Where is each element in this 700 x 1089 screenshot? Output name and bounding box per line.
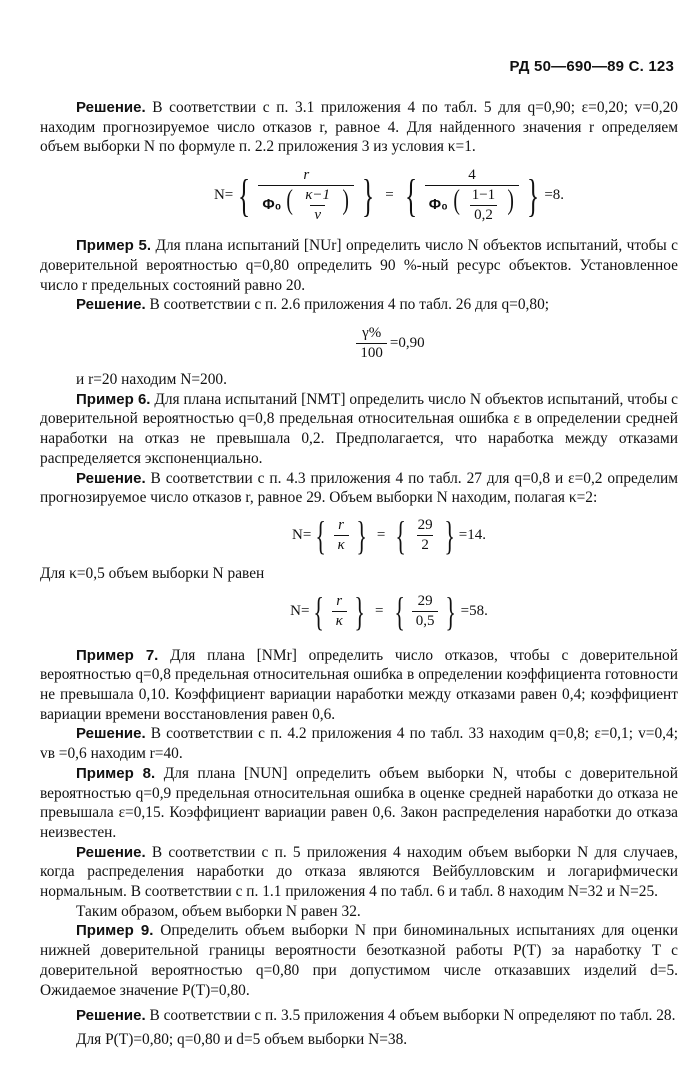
formula-result: =14. — [458, 527, 486, 544]
fraction-29-over-05 — [412, 593, 439, 630]
solution-heading: Решение. — [76, 296, 146, 314]
denominator: 2 — [417, 535, 433, 554]
right-brace: } — [443, 512, 455, 558]
numerator: r — [338, 517, 345, 534]
formula-lhs: N= — [292, 527, 312, 544]
document-body — [40, 98, 678, 1050]
right-brace: } — [354, 588, 365, 634]
numerator: r — [303, 167, 310, 184]
right-brace: } — [445, 588, 457, 634]
solution-heading: Решение. — [76, 1007, 146, 1025]
example-paragraph — [40, 646, 678, 725]
formula-sample-size-1 — [100, 167, 678, 224]
example-text: Для плана испытаний [NMT] определить число N объектов испытаний, чтобы с доверительной вероятностью q=0,8 предельная относительная ошибка ε в определении средней наработки на отказ не превышала 0,2. Предполагается, что наработка между отказами распределяется экспоненциально. — [40, 390, 679, 467]
left-brace: { — [395, 512, 407, 558]
numerator: γ% — [362, 324, 382, 341]
example-paragraph — [40, 390, 678, 469]
formula-gamma-ratio — [100, 325, 678, 362]
phi-symbol: Φ₀ — [262, 196, 282, 214]
denominator: Φ₀ ( $\frac{1-1}{0,2}$ ) — [425, 185, 519, 224]
solution-text: В соответствии с п. 4.3 приложения 4 по табл. 27 для q=0,8 и ε=0,2 определим прогнозируемое число отказов r, равное 29. Объем выборки N находим, полагая κ=2: — [40, 469, 678, 507]
formula-result: =58. — [460, 603, 488, 620]
solution-heading: Решение. — [76, 725, 146, 743]
equals-sign: = — [375, 603, 384, 620]
inner-denominator: v — [310, 205, 325, 224]
solution-text: В соответствии с п. 3.5 приложения 4 объем выборки N определяют по табл. 28. — [145, 1007, 676, 1025]
equals-sign: = — [376, 527, 386, 544]
example-heading: Пример 8. — [76, 764, 156, 782]
fraction-r-over-k — [334, 517, 349, 554]
example-text: Для плана [NMr] определить число отказов, чтобы с доверительной вероятностью q=0,8 предельная относительная ошибка в определении коэффициента готовности не превышала 0,10. Коэффициент вариации наработки между отказами равен 0,4; коэффициент вариации времени восстановления равен 0,6. — [40, 646, 678, 723]
numerator: 4 — [468, 167, 476, 184]
solution-paragraph — [40, 98, 678, 157]
inner-denominator: 0,2 — [470, 205, 497, 224]
solution-heading: Решение. — [76, 469, 146, 487]
solution-text: В соответствии с п. 4.2 приложения 4 по табл. 33 находим q=0,8; ε=0,1; v=0,4; vв =0,6 находим r=40. — [40, 725, 678, 763]
fraction-r-over-k — [332, 593, 347, 630]
left-brace: { — [393, 588, 405, 634]
inner-numerator: 1−1 — [471, 187, 496, 204]
running-head: РД 50—690—89 С. 123 — [509, 58, 674, 75]
example-heading: Пример 5. — [76, 237, 152, 255]
fraction-29-over-2 — [414, 517, 437, 554]
example-text: Для плана [NUN] определить объем выборки N, чтобы с доверительной вероятностью q=0,9 предельная относительная ошибка в оценке средней наработки до отказа не превышала ε=0,15. Коэффициент вариации равен 0,6. Закон распределения наработки до отказа неизвестен. — [40, 764, 678, 841]
example-paragraph — [40, 921, 678, 1000]
text-line: Для κ=0,5 объем выборки N равен — [40, 564, 265, 582]
solution-paragraph — [40, 469, 678, 508]
numerator: 29 — [417, 517, 433, 534]
solution-heading: Решение. — [76, 843, 146, 861]
left-brace: { — [238, 169, 251, 221]
example-paragraph — [40, 236, 678, 295]
right-brace: } — [527, 169, 540, 221]
inner-numerator: κ−1 — [305, 187, 331, 204]
left-brace: { — [404, 169, 417, 221]
phi-symbol: Φ₀ — [428, 196, 448, 214]
example-paragraph — [40, 764, 678, 843]
inner-fraction — [468, 187, 499, 224]
denominator: 0,5 — [412, 611, 439, 630]
fraction-4-over-phi — [425, 167, 519, 224]
example-heading: Пример 7. — [76, 646, 159, 664]
final-line: Для P(T)=0,80; q=0,80 и d=5 объем выборки N=38. — [76, 1030, 408, 1048]
solution-continuation: Таким образом, объем выборки N равен 32. — [76, 902, 361, 920]
fraction-r-over-phi — [258, 167, 354, 224]
solution-heading: Решение. — [76, 99, 146, 116]
denominator: κ — [332, 611, 347, 630]
equals-sign: = — [385, 187, 394, 204]
solution-paragraph — [40, 295, 678, 315]
numerator: r — [336, 593, 343, 610]
solution-paragraph — [40, 843, 678, 902]
formula-sample-size-3 — [100, 588, 678, 634]
denominator: Φ₀ ( $\frac{\kappa-1}{v}$ ) — [258, 185, 354, 224]
fraction-gamma-over-100 — [356, 325, 387, 362]
left-brace: { — [313, 588, 325, 634]
solution-text: В соответствии с п. 5 приложения 4 находим объем выборки N для случаев, когда распределения наработки до отказа являются Вейбулловским и логарифмически нормальным. В соответствии с п. 1.1 приложения 4 по табл. 6 и табл. 8 находим N=32 и N=25. — [40, 843, 678, 901]
example-text: Определить объем выборки N при биноминальных испытаниях для оценки нижней доверительной границы вероятности безотказной работы P(T) за наработку T с доверительной вероятностью q=0,80 при допустимом числе отказавших изделий d=5. Ожидаемое значение P(T)=0,80. — [40, 922, 678, 999]
denominator: 100 — [356, 343, 387, 362]
formula-lhs: N= — [290, 603, 310, 620]
solution-text: В соответствии с п. 2.6 приложения 4 по табл. 26 для q=0,80; — [145, 296, 550, 314]
example-text: Для плана испытаний [NUr] определить число N объектов испытаний, чтобы с доверительной вероятностью q=0,80 определить 90 %-ный ресурс объектов. Установленное число r предельных состояний равно 20. — [40, 237, 678, 294]
formula-sample-size-2 — [100, 512, 678, 558]
formula-result: =0,90 — [389, 334, 425, 351]
example-heading: Пример 6. — [76, 390, 151, 408]
formula-lhs: N= — [213, 187, 234, 204]
example-heading: Пример 9. — [76, 922, 154, 940]
right-brace: } — [356, 512, 367, 558]
denominator: κ — [334, 535, 349, 554]
solution-continuation: и r=20 находим N=200. — [76, 370, 227, 388]
right-brace: } — [362, 169, 375, 221]
formula-result: =8. — [544, 187, 565, 204]
left-brace: { — [315, 512, 327, 558]
inner-fraction — [301, 187, 334, 224]
solution-paragraph — [40, 724, 678, 763]
solution-paragraph — [40, 1006, 678, 1026]
solution-text: В соответствии с п. 3.1 приложения 4 по табл. 5 для q=0,90; ε=0,20; v=0,20 находим прогнозируемое число отказов r, равное 4. Для найденного значения r определяем объем выборки N по формуле п. 2.2 приложения 3 из условия κ=1. — [40, 99, 678, 156]
numerator: 29 — [417, 593, 433, 610]
